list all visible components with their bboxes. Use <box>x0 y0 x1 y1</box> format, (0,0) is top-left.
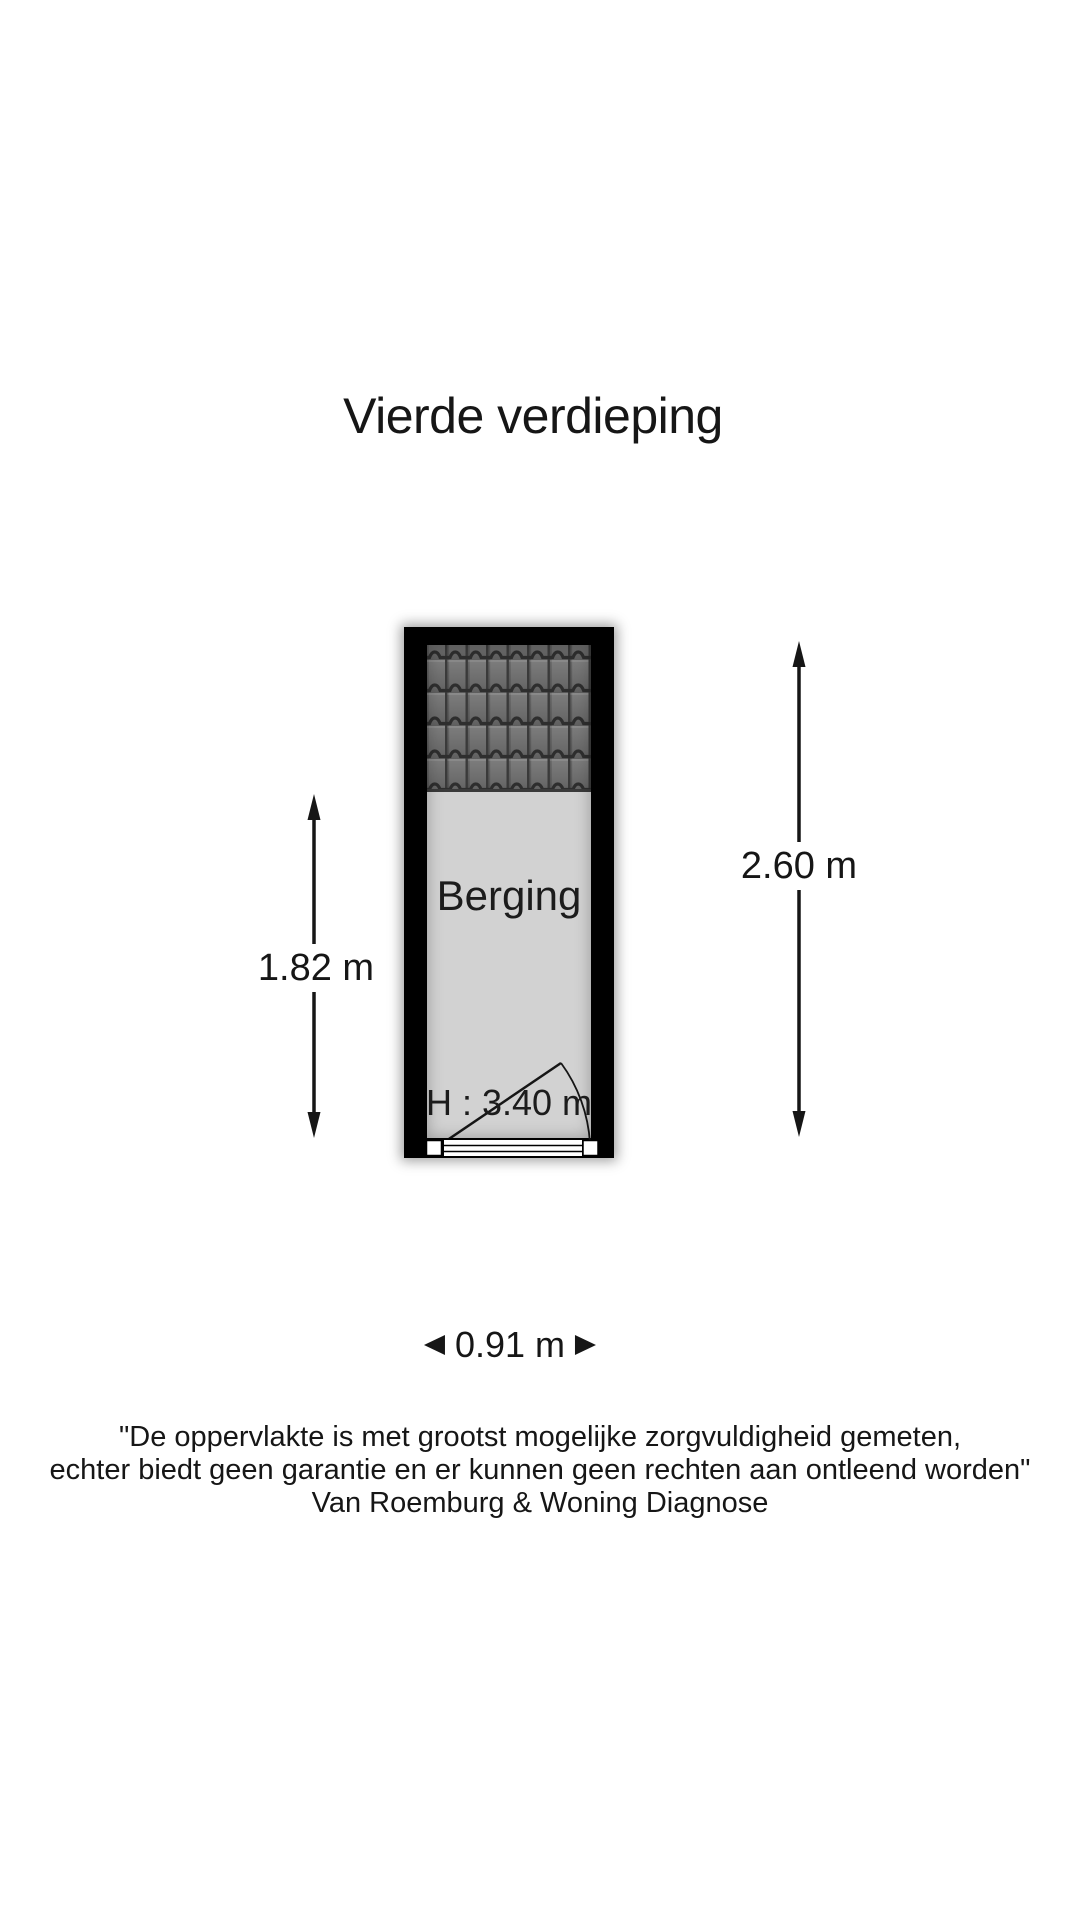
ceiling-height-label: H : 3.40 m <box>425 1082 593 1123</box>
roof-edge-line <box>427 789 591 792</box>
dimension-label-right: 2.60 m <box>734 842 864 890</box>
door-post-left <box>427 1141 442 1156</box>
disclaimer-line-1: "De oppervlakte is met grootst mogelijke zorgvuldigheid gemeten, <box>118 1421 962 1453</box>
disclaimer-line-2: echter biedt geen garantie en er kunnen geen rechten aan ontleend worden" <box>49 1454 1031 1486</box>
room-label: Berging <box>436 872 582 919</box>
arrowhead-up-icon <box>308 794 321 820</box>
roof-tiles-texture <box>427 645 591 792</box>
arrowhead-right-icon <box>575 1335 596 1355</box>
arrowhead-left-icon <box>424 1335 445 1355</box>
page-title: Vierde verdieping <box>343 388 723 444</box>
floor-plan <box>404 627 614 1158</box>
door-threshold <box>443 1139 583 1157</box>
arrowhead-down-icon <box>793 1111 806 1137</box>
arrowhead-down-icon <box>308 1112 321 1138</box>
arrowhead-up-icon <box>793 641 806 667</box>
dimension-bottom <box>424 1324 596 1366</box>
door-post-right <box>583 1141 598 1156</box>
dimension-label-left: 1.82 m <box>251 944 381 992</box>
dimension-label-bottom: 0.91 m <box>454 1324 566 1365</box>
disclaimer-line-3: Van Roemburg & Woning Diagnose <box>311 1487 769 1519</box>
disclaimer <box>0 1421 1080 1520</box>
